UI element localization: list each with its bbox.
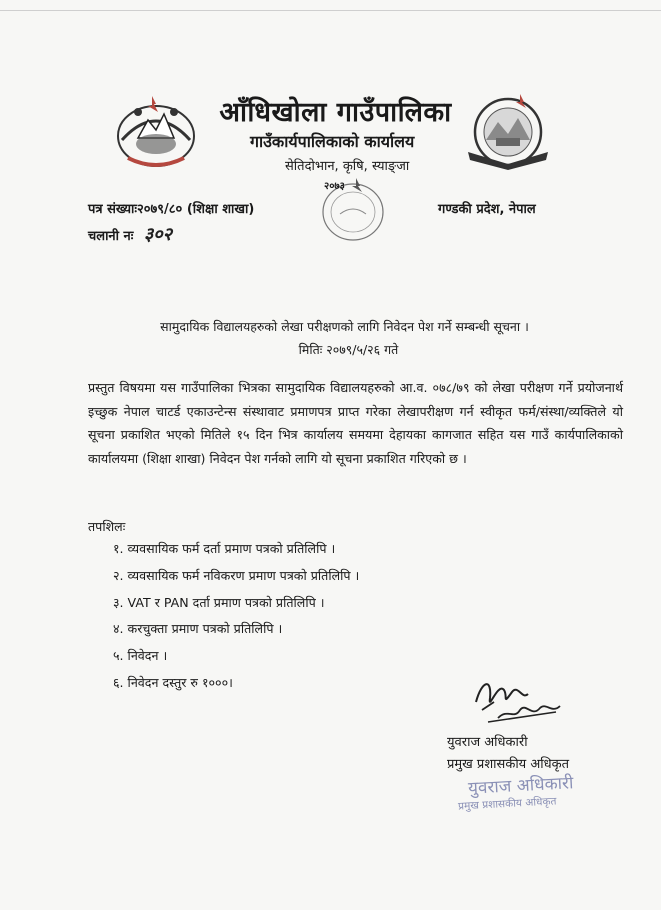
details-heading: तपशिलः: [88, 519, 126, 534]
signatory-title: प्रमुख प्रशासकीय अधिकृत: [447, 757, 570, 772]
signatory-name: युवराज अधिकारी: [447, 735, 528, 750]
list-item: ६. निवेदन दस्तुर रु १०००।: [113, 674, 233, 690]
stamp-title: प्रमुख प्रशासकीय अधिकृत: [457, 795, 557, 813]
notice-subject: सामुदायिक विद्यालयहरुको लेखा परीक्षणको लागि निवेदन पेश गर्ने सम्बन्धी सूचना ।: [160, 319, 529, 334]
office-address: सेतिदोभान, कृषि, स्याङ्जा: [285, 159, 410, 174]
notice-body: प्रस्तुत विषयमा यस गाउँपालिका भित्रका सामुदायिक विद्यालयहरुको आ.व. ०७८/७९ को लेखा परीक्षण गर्ने प्रयोजनार्थ इच्छुक नेपाल चाटर्ड एकाउन्टेन्स संस्थावाट प्रमाणपत्र प्राप्त गरेका लेखापरीक्षण गर्न स्वीकृत फर्म/संस्था/व्यक्तिले यो सूचना प्रकाशित भएको मितिले १५ दिन भित्र कार्यालय समयमा देहायका कागजात सहित यस गाउँ कार्यपालिकाको कार्यालयमा (शिक्षा शाखा) निवेदन पेश गर्नको लागि यो सूचना प्रकाशित गरिएको छ ।: [88, 380, 623, 466]
notice-date: मितिः २०७९/५/२६ गते: [298, 342, 399, 357]
office-name: गाउँकार्यपालिकाको कार्यालय: [250, 132, 415, 151]
dispatch-label: चलानी नः: [88, 229, 134, 244]
handwritten-signature: [468, 672, 568, 732]
province-name: गण्डकी प्रदेश, नेपाल: [438, 202, 536, 217]
reference-number: पत्र संख्याः२०७९/८० (शिक्षा शाखा): [88, 202, 255, 217]
dispatch-number: [88, 222, 172, 246]
municipality-title: आँधिखोला गाउँपालिका: [219, 97, 452, 128]
stamp-name: युवराज अधिकारी: [467, 773, 574, 799]
list-item: २. व्यवसायिक फर्म नविकरण प्रमाण पत्रको प्रतिलिपि ।: [113, 567, 360, 583]
list-item: ३. VAT र PAN दर्ता प्रमाण पत्रको प्रतिलिपि ।: [113, 594, 325, 610]
seal-year: २०७३: [324, 181, 345, 192]
details-list: [113, 536, 359, 697]
list-item: ४. करचुक्ता प्रमाण पत्रको प्रतिलिपि ।: [113, 621, 283, 637]
dispatch-value: ३०२: [143, 224, 173, 245]
list-item: १. व्यवसायिक फर्म दर्ता प्रमाण पत्रको प्रतिलिपि ।: [113, 541, 336, 556]
list-item: ५. निवेदन ।: [113, 648, 168, 664]
top-edge-line: [0, 10, 661, 11]
